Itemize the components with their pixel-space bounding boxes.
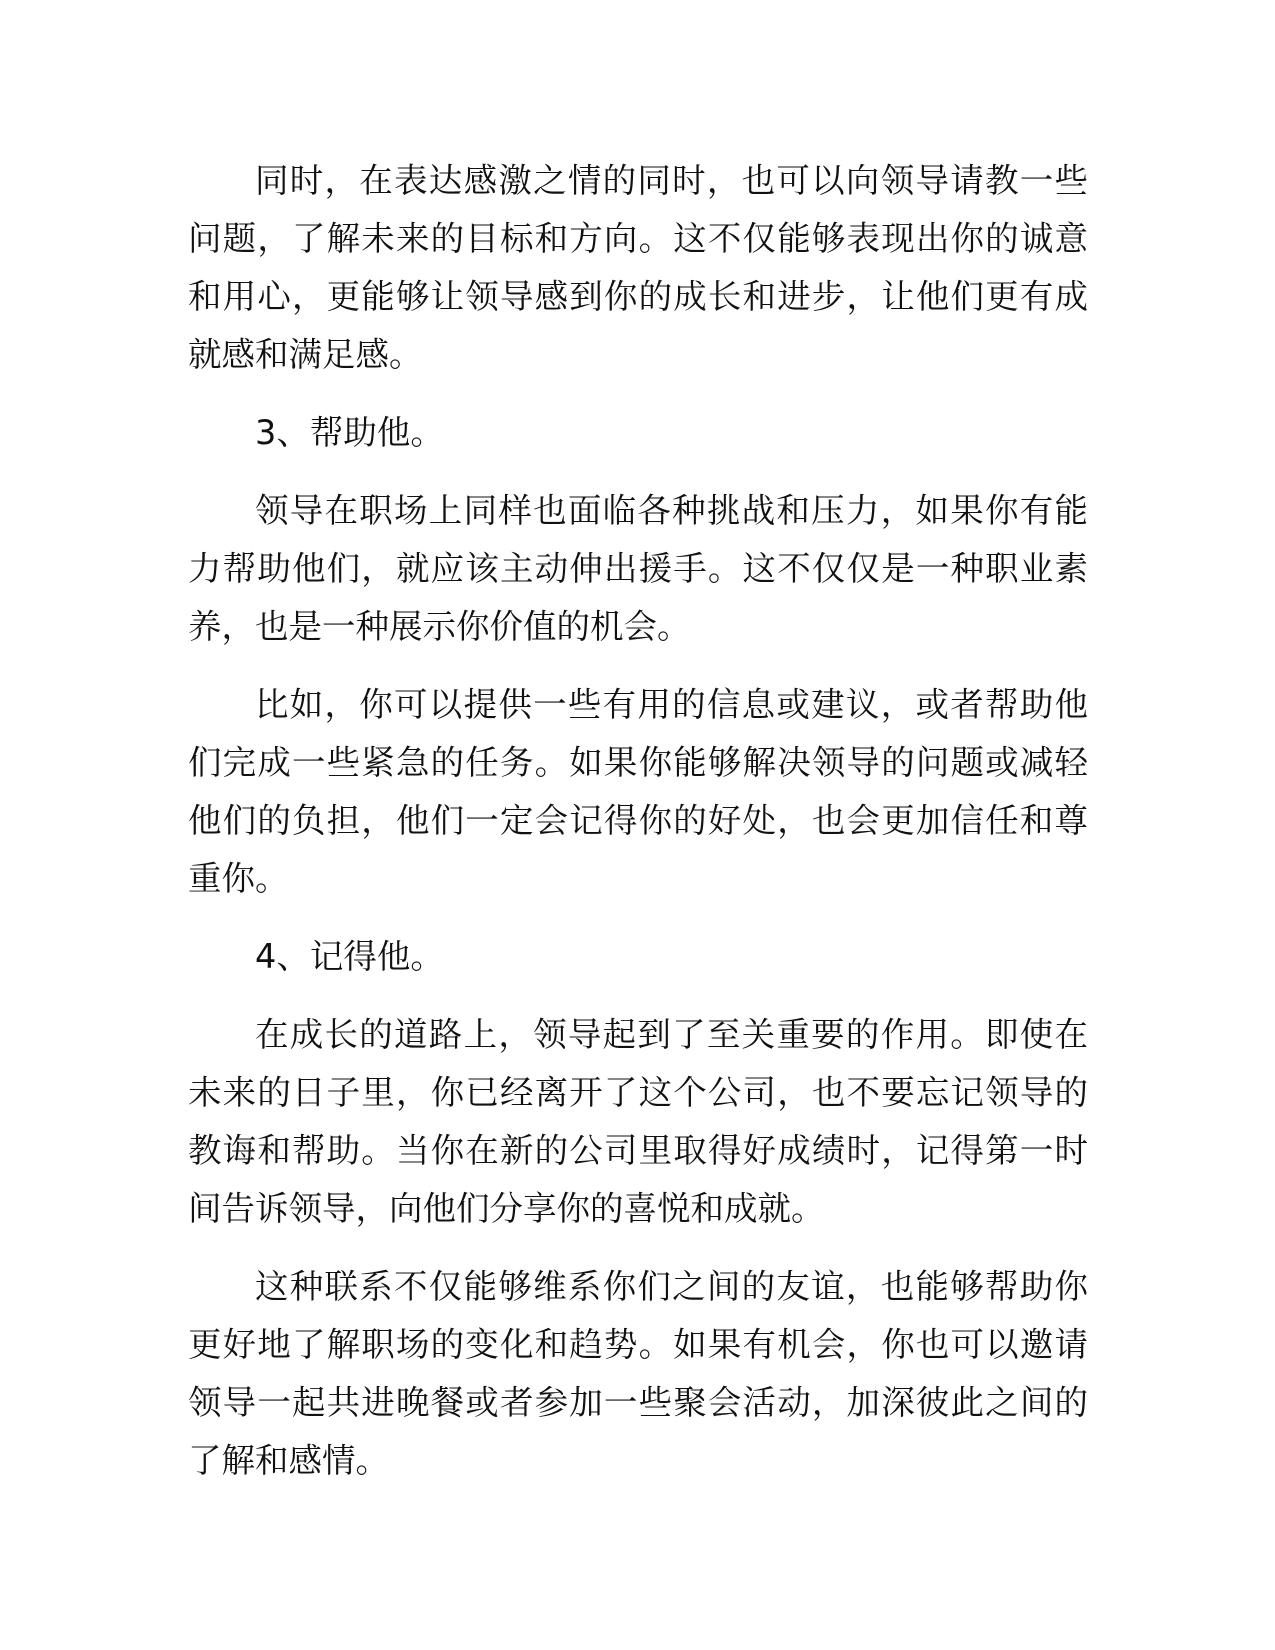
paragraph-help-examples: 比如，你可以提供一些有用的信息或建议，或者帮助他们完成一些紧急的任务。如果你能够解决领导的问题或减轻他们的负担，他们一定会记得你的好处，也会更加信任和尊重你。 [188,685,1088,898]
paragraph-leader-role: 在成长的道路上，领导起到了至关重要的作用。即使在未来的日子里，你已经离开了这个公司，也不要忘记领导的教诲和帮助。当你在新的公司里取得好成绩时，记得第一时间告诉领导，向他们分享你的喜悦和成就。 [188,1015,1088,1228]
section-heading-remember-him: 4、记得他。 [255,937,444,976]
paragraph-leader-challenges: 领导在职场上同样也面临各种挑战和压力，如果你有能力帮助他们，就应该主动伸出援手。这不仅仅是一种职业素养，也是一种展示你价值的机会。 [188,491,1088,646]
paragraph-keep-contact: 这种联系不仅能够维系你们之间的友谊，也能够帮助你更好地了解职场的变化和趋势。如果有机会，你也可以邀请领导一起共进晚餐或者参加一些聚会活动，加深彼此之间的了解和感情。 [188,1267,1088,1480]
paragraph-gratitude-advice: 同时，在表达感激之情的同时，也可以向领导请教一些问题，了解未来的目标和方向。这不仅能够表现出你的诚意和用心，更能够让领导感到你的成长和进步，让他们更有成就感和满足感。 [188,161,1088,374]
section-heading-help-him: 3、帮助他。 [255,413,444,452]
document-body [188,152,1088,1510]
